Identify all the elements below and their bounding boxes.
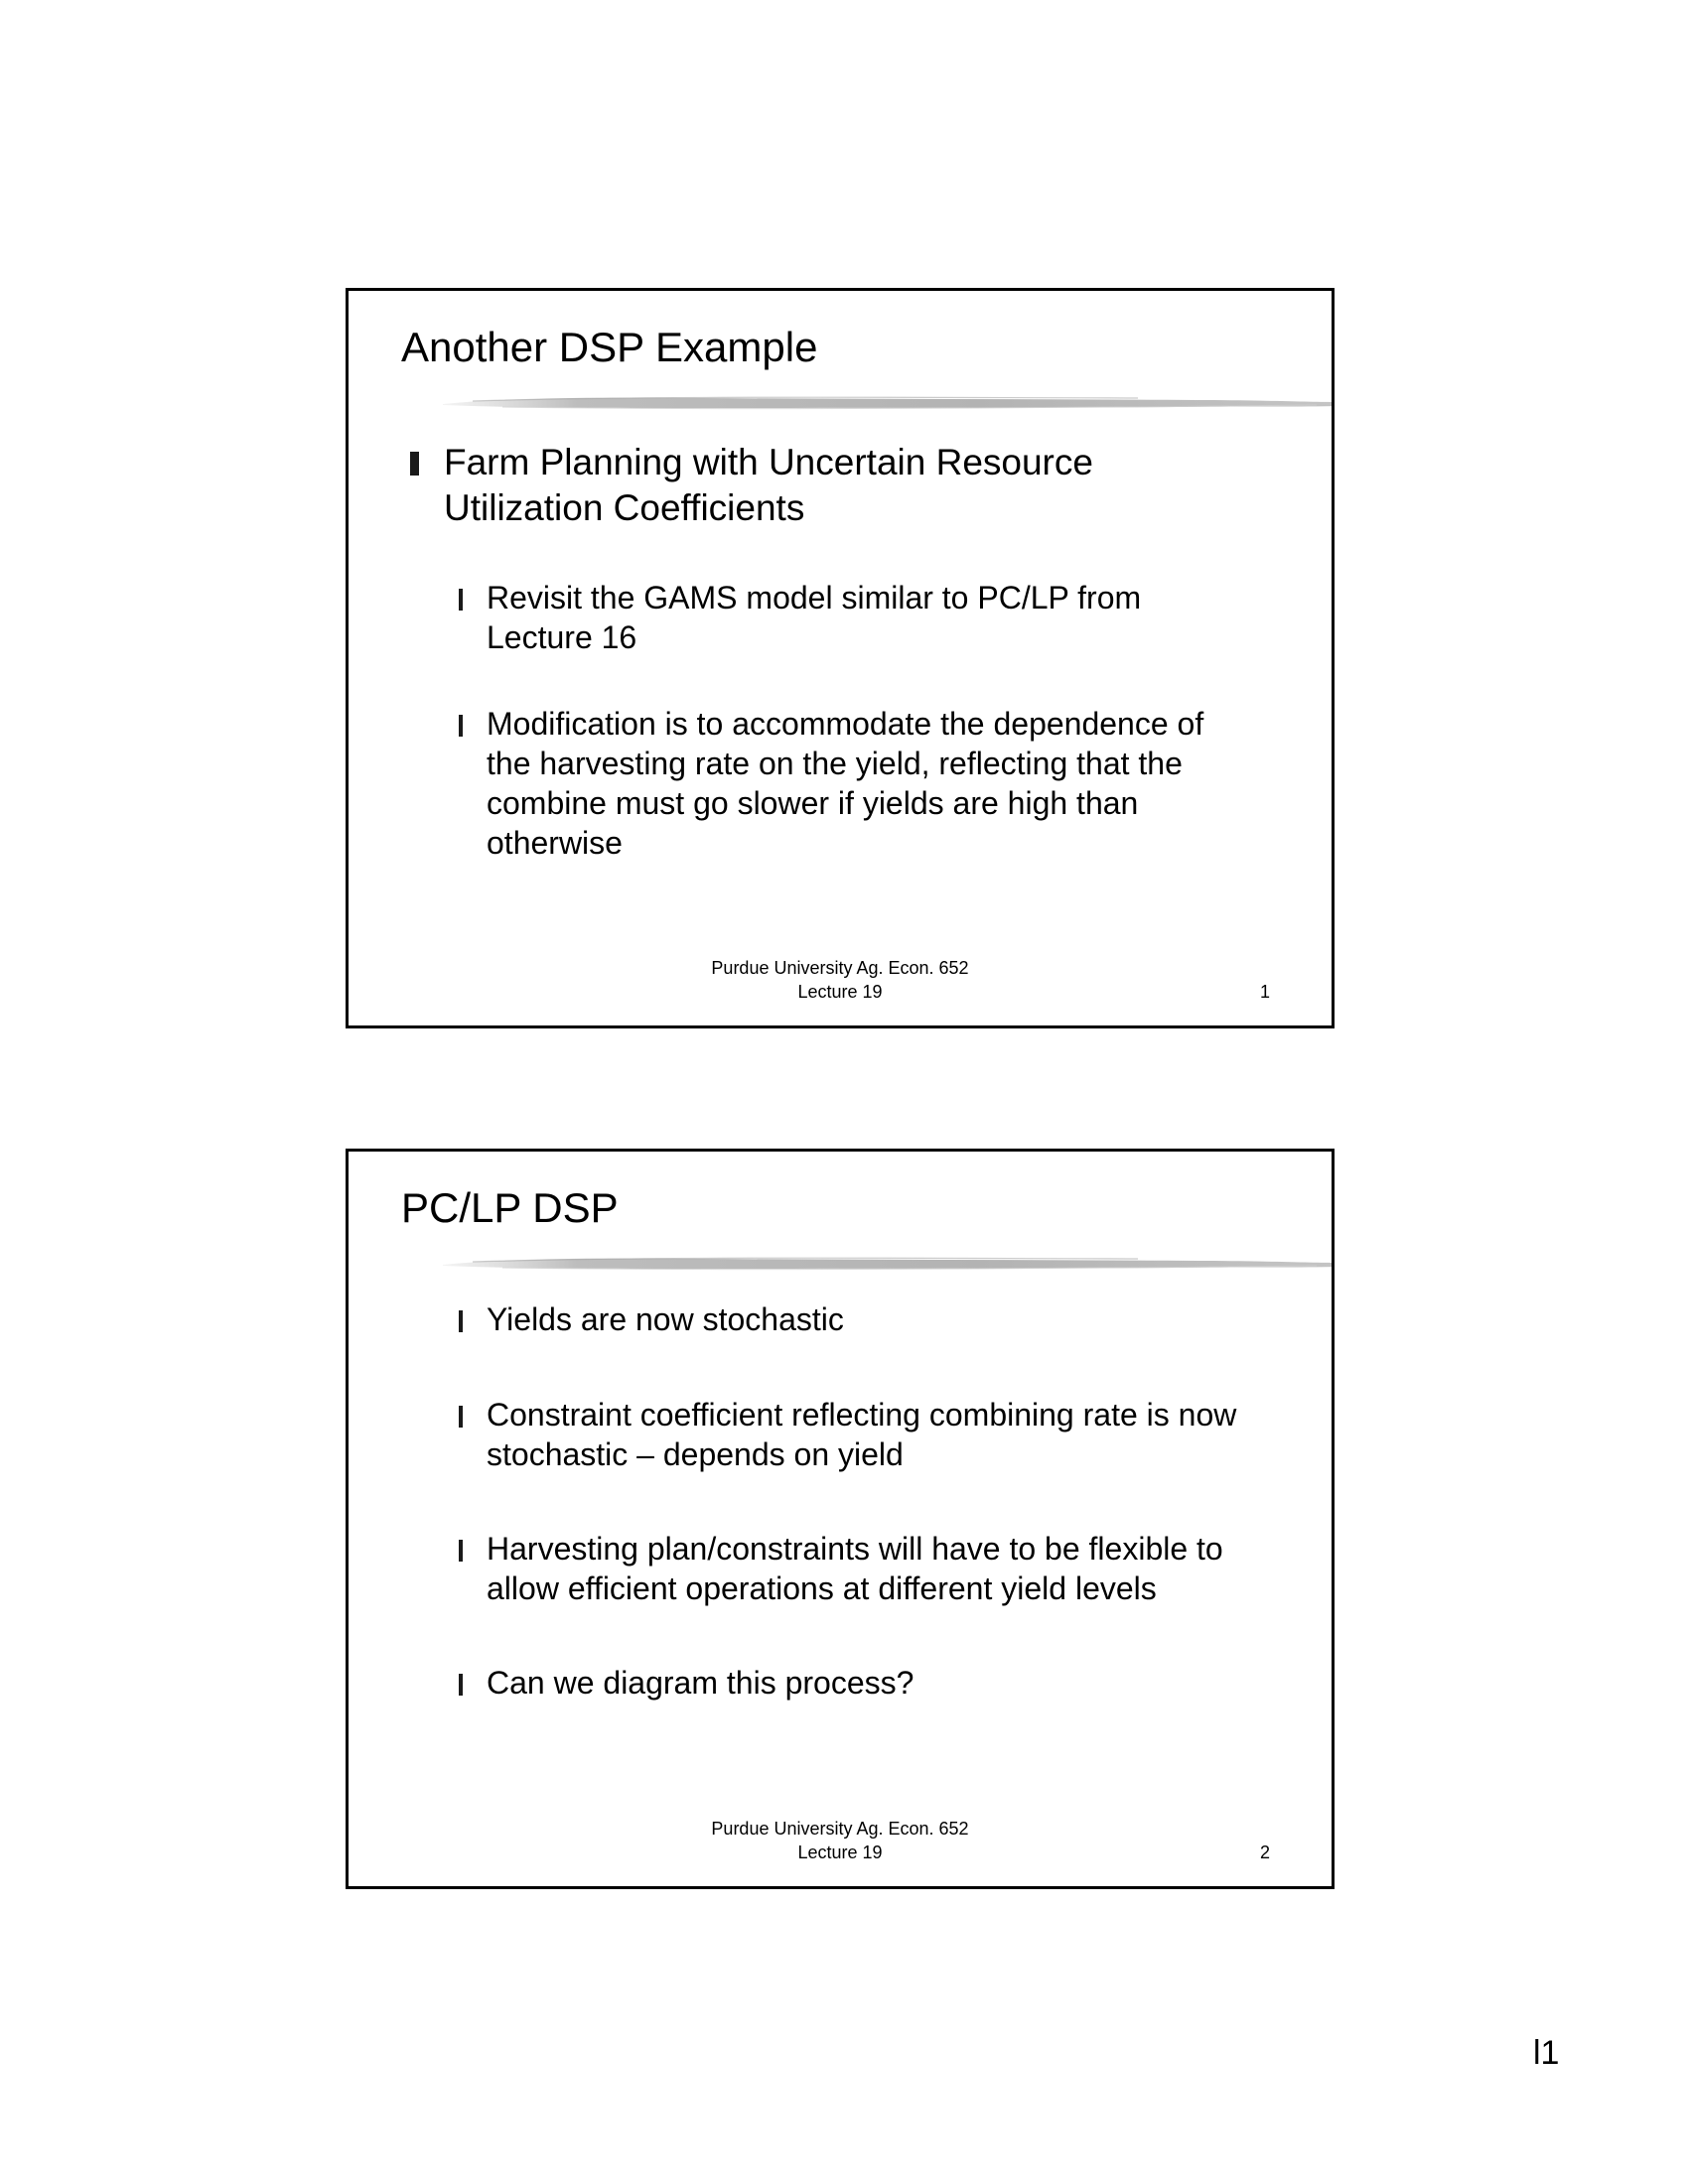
- bullet-line: Yields are now stochastic: [487, 1301, 844, 1337]
- slide-1: [346, 288, 1335, 1028]
- bullet-line: Utilization Coefficients: [444, 487, 805, 528]
- page-mark: l1: [1533, 2034, 1560, 2072]
- bullet-text: [487, 704, 1203, 863]
- slide-footer: [349, 1817, 1332, 1864]
- bullet-line: Constraint coefficient reflecting combining rate is now: [487, 1397, 1237, 1433]
- bullet-line: Lecture 16: [487, 619, 637, 655]
- slide-number: 1: [1259, 982, 1270, 1002]
- footer-course: Purdue University Ag. Econ. 652: [711, 958, 969, 978]
- bullet-text: [487, 1663, 914, 1703]
- bullet-text: [444, 440, 1093, 531]
- bullet-text: [487, 1299, 844, 1339]
- bullet-line: Farm Planning with Uncertain Resource: [444, 442, 1093, 482]
- bullet-marker: [459, 715, 463, 737]
- bullet-line: Modification is to accommodate the dependence of: [487, 706, 1204, 742]
- footer-lecture: Lecture 19: [797, 982, 883, 1002]
- slide-title: PC/LP DSP: [401, 1184, 619, 1231]
- footer-lecture: Lecture 19: [797, 1843, 883, 1862]
- bullet-line: Revisit the GAMS model similar to PC/LP from: [487, 580, 1142, 615]
- bullet-line: Can we diagram this process?: [487, 1665, 914, 1701]
- bullet-marker: [459, 1674, 463, 1696]
- bullet-marker: [459, 1406, 463, 1428]
- bullet-line: allow efficient operations at different yield levels: [487, 1570, 1157, 1606]
- bullet-text: [487, 578, 1141, 657]
- title-underline-decoration: [443, 390, 1335, 416]
- bullet-marker: [459, 1310, 463, 1332]
- footer-course: Purdue University Ag. Econ. 652: [711, 1819, 969, 1839]
- bullet-line: the harvesting rate on the yield, reflecting that the: [487, 746, 1183, 781]
- bullet-marker: [410, 452, 419, 476]
- bullet-marker: [459, 589, 463, 611]
- bullet-line: otherwise: [487, 825, 623, 861]
- slide-number: 2: [1259, 1843, 1270, 1862]
- slide-footer: [349, 956, 1332, 1004]
- slide-2: [346, 1149, 1335, 1889]
- bullet-text: [487, 1395, 1236, 1474]
- bullet-line: combine must go slower if yields are high than: [487, 785, 1139, 821]
- bullet-marker: [459, 1540, 463, 1562]
- title-underline-decoration: [443, 1251, 1335, 1277]
- bullet-text: [487, 1529, 1223, 1608]
- bullet-line: Harvesting plan/constraints will have to be flexible to: [487, 1531, 1223, 1567]
- bullet-line: stochastic – depends on yield: [487, 1436, 904, 1472]
- slide-title: Another DSP Example: [401, 324, 818, 370]
